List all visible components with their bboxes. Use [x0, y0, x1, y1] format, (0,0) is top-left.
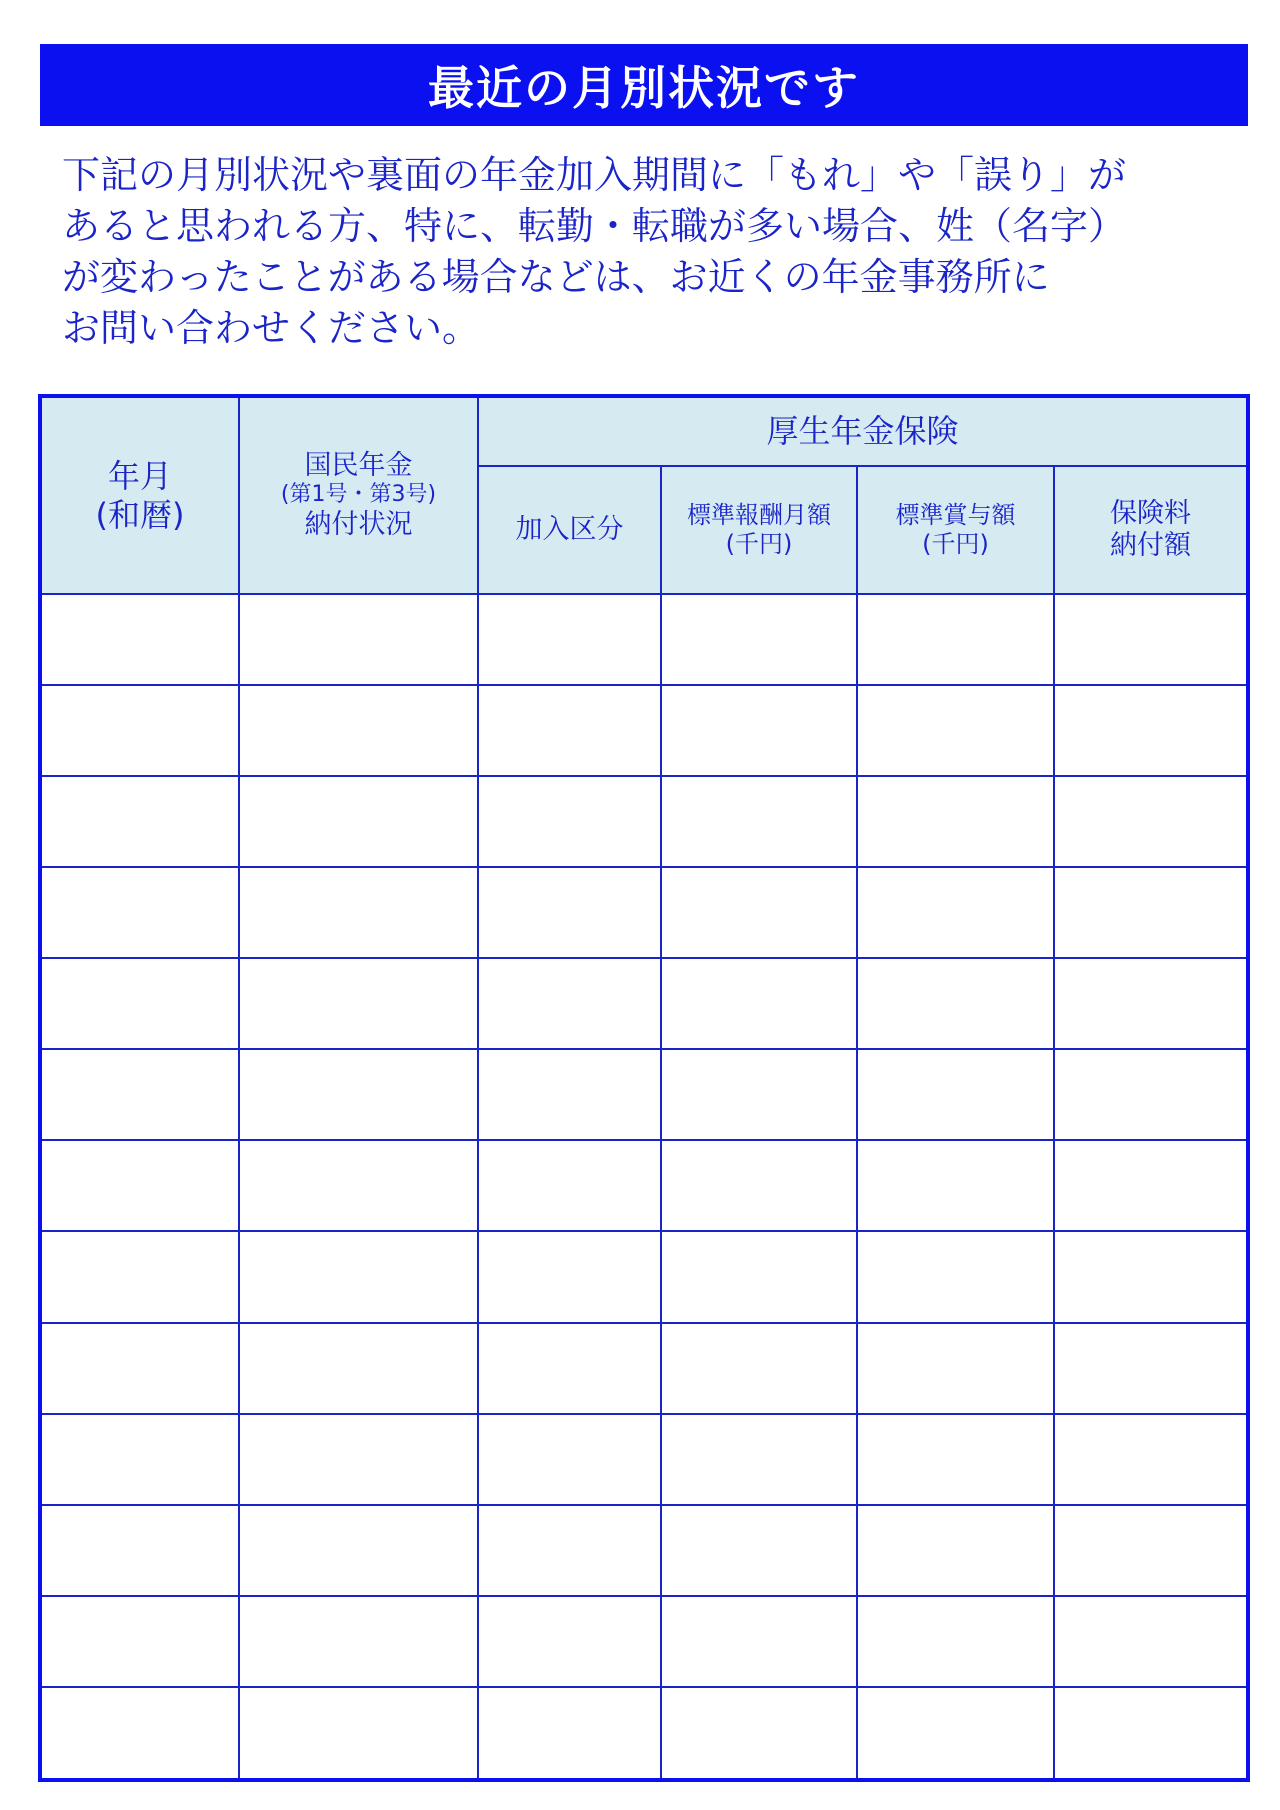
table-row [42, 776, 1246, 867]
table-row [42, 1323, 1246, 1414]
table-row [42, 1505, 1246, 1596]
header-year-month-label: 年月 [107, 457, 172, 496]
header-standard-bonus [857, 466, 1054, 594]
table-cell [239, 1323, 478, 1414]
table-row [42, 1596, 1246, 1687]
table-cell [857, 1414, 1054, 1505]
header-premium-label: 保険料 [1110, 497, 1191, 529]
table-cell [239, 958, 478, 1049]
table-cell [239, 1049, 478, 1140]
header-standard-monthly-unit: (千円) [725, 530, 793, 558]
table-cell [42, 685, 239, 776]
header-enrollment-type [478, 466, 661, 594]
table-cell [239, 1505, 478, 1596]
table-cell [1054, 1231, 1246, 1322]
table-cell [661, 776, 857, 867]
table-row [42, 1231, 1246, 1322]
table-cell [42, 1231, 239, 1322]
header-national-pension-status: 納付状況 [304, 508, 413, 540]
table-cell [857, 685, 1054, 776]
header-standard-bonus-unit: (千円) [922, 530, 989, 558]
table-cell [239, 1596, 478, 1687]
table-cell [661, 1140, 857, 1231]
table-cell [42, 776, 239, 867]
table-cell [857, 1049, 1054, 1140]
table-cell [661, 1505, 857, 1596]
table-row [42, 1049, 1246, 1140]
table-cell [239, 867, 478, 958]
table-cell [857, 1687, 1054, 1778]
table-cell [42, 1505, 239, 1596]
table-cell [661, 1231, 857, 1322]
table-cell [857, 776, 1054, 867]
table-cell [478, 685, 661, 776]
table-cell [857, 1231, 1054, 1322]
table-cell [239, 1231, 478, 1322]
table-row [42, 958, 1246, 1049]
title-banner [40, 44, 1248, 126]
table-cell [661, 594, 857, 685]
table-cell [42, 867, 239, 958]
table-cell [42, 1140, 239, 1231]
header-premium-paid [1054, 466, 1246, 594]
notice-text [62, 150, 1242, 354]
table-cell [661, 867, 857, 958]
header-standard-monthly [661, 466, 857, 594]
header-employee-pension-label: 厚生年金保険 [766, 412, 959, 451]
header-standard-bonus-label: 標準賞与額 [895, 501, 1016, 530]
table-cell [1054, 1596, 1246, 1687]
table-cell [1054, 1323, 1246, 1414]
table-cell [478, 958, 661, 1049]
table-cell [1054, 1049, 1246, 1140]
table-cell [857, 1140, 1054, 1231]
table-cell [478, 1687, 661, 1778]
table-cell [42, 594, 239, 685]
table-cell [661, 958, 857, 1049]
table-body [42, 594, 1246, 1778]
header-national-pension-type: (第1号・第3号) [280, 482, 437, 508]
table-cell [857, 1323, 1054, 1414]
table-row [42, 1140, 1246, 1231]
table-cell [42, 1687, 239, 1778]
table-cell [478, 1140, 661, 1231]
table-cell [1054, 1140, 1246, 1231]
table-row [42, 1414, 1246, 1505]
table-cell [42, 1049, 239, 1140]
table-cell [857, 594, 1054, 685]
table-cell [239, 776, 478, 867]
table-cell [1054, 594, 1246, 685]
table-cell [661, 1323, 857, 1414]
monthly-status-table-frame [38, 394, 1250, 1782]
table-cell [42, 1414, 239, 1505]
table-cell [478, 1049, 661, 1140]
table-cell [42, 1596, 239, 1687]
table-cell [661, 1414, 857, 1505]
table-cell [857, 867, 1054, 958]
header-employee-pension-group [478, 398, 1246, 466]
table-row [42, 1687, 1246, 1778]
table-row [42, 594, 1246, 685]
table-cell [478, 1596, 661, 1687]
table-cell [857, 958, 1054, 1049]
notice-line-2: あると思われる方、特に、転勤・転職が多い場合、姓（名字） [62, 204, 1127, 248]
notice-line-1: 下記の月別状況や裏面の年金加入期間に「もれ」や「誤り」が [62, 153, 1127, 197]
table-cell [661, 1596, 857, 1687]
table-cell [1054, 958, 1246, 1049]
notice-line-4: お問い合わせください。 [62, 306, 481, 350]
table-cell [42, 958, 239, 1049]
table-cell [1054, 776, 1246, 867]
table-cell [1054, 1687, 1246, 1778]
header-year-month [42, 398, 239, 594]
table-cell [478, 776, 661, 867]
table-cell [239, 1140, 478, 1231]
table-cell [857, 1505, 1054, 1596]
table-row [42, 867, 1246, 958]
header-premium-paid-label: 納付額 [1110, 530, 1191, 561]
header-national-pension [239, 398, 478, 594]
table-cell [239, 1414, 478, 1505]
table-row [42, 685, 1246, 776]
header-year-month-era: (和暦) [95, 495, 185, 534]
table-cell [478, 867, 661, 958]
table-cell [239, 594, 478, 685]
header-enrollment-label: 加入区分 [515, 513, 624, 545]
monthly-status-table [42, 398, 1246, 1778]
table-cell [478, 1414, 661, 1505]
table-cell [661, 1049, 857, 1140]
table-cell [478, 1323, 661, 1414]
table-cell [857, 1596, 1054, 1687]
table-cell [478, 1505, 661, 1596]
page-title: 最近の月別状況です [428, 61, 860, 115]
table-cell [239, 1687, 478, 1778]
table-cell [661, 1687, 857, 1778]
table-cell [478, 594, 661, 685]
header-national-pension-label: 国民年金 [304, 449, 413, 481]
table-cell [239, 685, 478, 776]
table-cell [42, 1323, 239, 1414]
notice-line-3: が変わったことがある場合などは、お近くの年金事務所に [62, 255, 1050, 299]
header-standard-monthly-label: 標準報酬月額 [687, 501, 831, 530]
table-cell [478, 1231, 661, 1322]
table-cell [1054, 1505, 1246, 1596]
table-cell [1054, 685, 1246, 776]
table-cell [661, 685, 857, 776]
table-cell [1054, 1414, 1246, 1505]
table-cell [1054, 867, 1246, 958]
